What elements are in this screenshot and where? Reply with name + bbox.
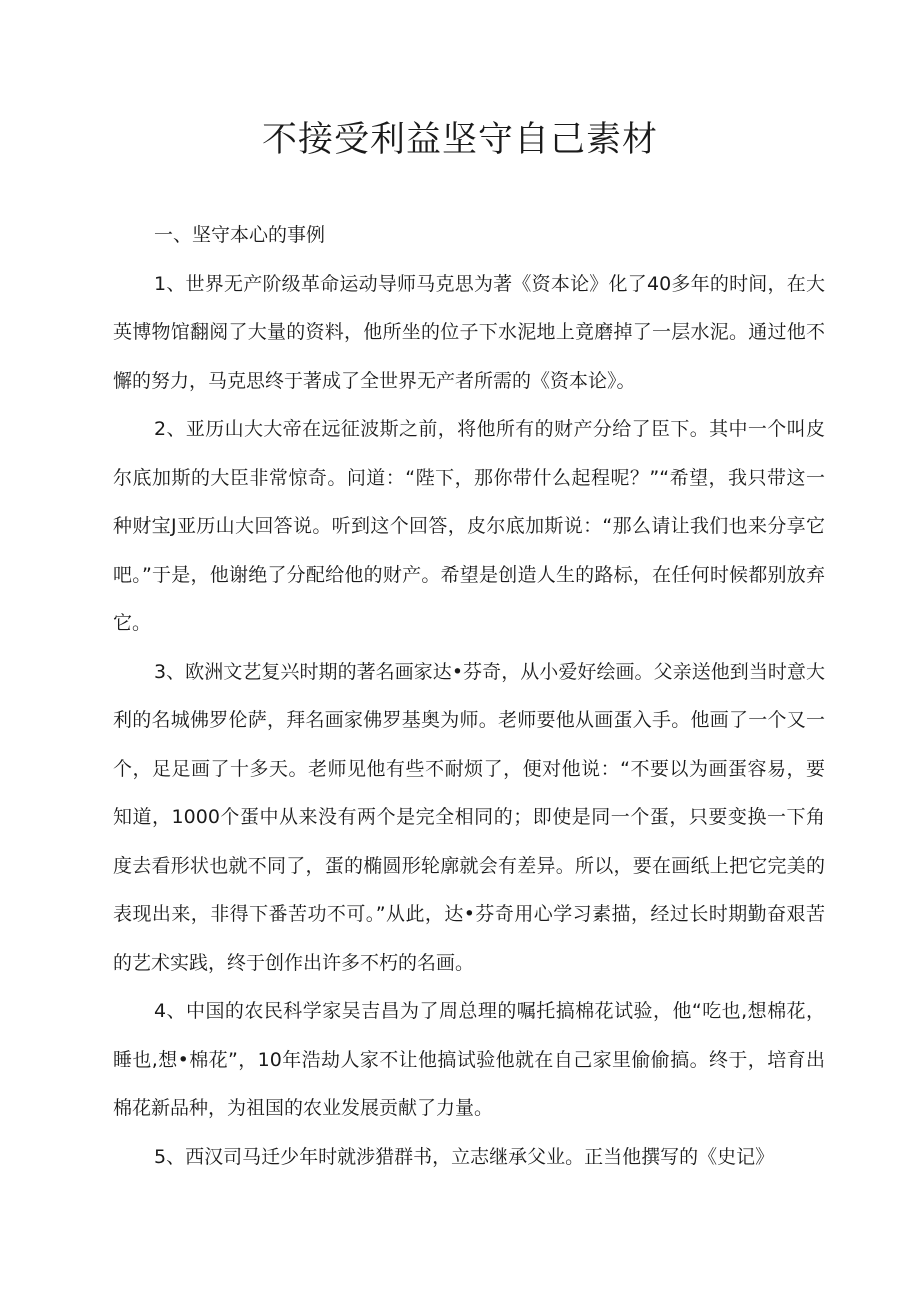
paragraph-4: 4、中国的农民科学家吴吉昌为了周总理的嘱托搞棉花试验，他“吃也,想棉花，睡也,想•棉花”，10年浩劫人家不让他搞试验他就在自己家里偷偷搞。终于，培育出棉花新品种，为祖国的农业发展贡献了力量。: [113, 1000, 825, 1119]
paragraph-5: 5、西汉司马迁少年时就涉猎群书，立志继承父业。正当他撰写的《史记》: [154, 1145, 775, 1168]
paragraph-2: 2、亚历山大大帝在远征波斯之前，将他所有的财产分给了臣下。其中一个叫皮尔底加斯的大臣非常惊奇。问道：“陛下，那你带什么起程呢？”“希望，我只带这一种财宝J亚历山大回答说。听到这个回答，皮尔底加斯说：“那么请让我们也来分享它吧。”于是，他谢绝了分配给他的财产。希望是创造人生的路标，在任何时候都别放弃它。: [113, 418, 825, 634]
section-heading: 一、坚守本心的事例: [154, 224, 326, 246]
paragraph-3: 3、欧洲文艺复兴时期的著名画家达•芬奇，从小爱好绘画。父亲送他到当时意大利的名城佛罗伦萨，拜名画家佛罗基奥为师。老师要他从画蛋入手。他画了一个又一个，足足画了十多天。老师见他有些不耐烦了，便对他说：“不要以为画蛋容易，要知道，1000个蛋中从来没有两个是完全相同的；即使是同一个蛋，只要变换一下角度去看形状也就不同了，蛋的椭圆形轮廓就会有差异。所以，要在画纸上把它完美的表现出来，非得下番苦功不可。”从此，达•芬奇用心学习素描，经过长时期勤奋艰苦的艺术实践，终于创作出许多不朽的名画。: [113, 660, 825, 974]
paragraph-1: 1、世界无产阶级革命运动导师马克思为著《资本论》化了40多年的时间，在大英博物馆翻阅了大量的资料，他所坐的位子下水泥地上竟磨掉了一层水泥。通过他不懈的努力，马克思终于著成了全世界无产者所需的《资本论》。: [113, 272, 825, 392]
document-body: [113, 211, 825, 1181]
document-title: 不接受利益坚守自己素材: [261, 120, 658, 160]
